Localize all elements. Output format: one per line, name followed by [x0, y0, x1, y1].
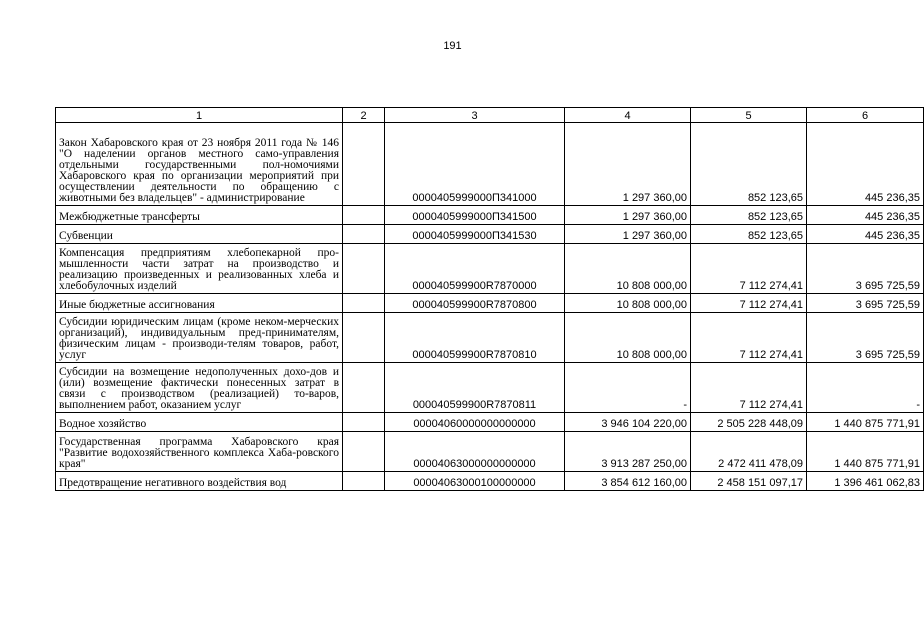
row-col6: 445 236,35: [807, 206, 924, 225]
row-col5: 2 458 151 097,17: [691, 472, 807, 491]
row-col2: [343, 472, 385, 491]
row-col2: [343, 313, 385, 363]
row-col6: -: [807, 363, 924, 413]
row-code: 0000405999000П341530: [385, 225, 565, 244]
row-col4: 3 946 104 220,00: [565, 413, 691, 432]
table-row: [56, 244, 924, 294]
row-col4: -: [565, 363, 691, 413]
row-col6: 1 396 461 062,83: [807, 472, 924, 491]
table-row: [56, 123, 924, 206]
row-code: 0000405999000П341500: [385, 206, 565, 225]
table-row: [56, 472, 924, 491]
row-col6: 445 236,35: [807, 225, 924, 244]
column-header-2: 2: [343, 108, 385, 123]
row-col4: 1 297 360,00: [565, 123, 691, 206]
row-name: Государственная программа Хабаровского края "Развитие водохозяйственного комплекса Хаба-ровского края": [56, 432, 343, 472]
column-header-6: 6: [807, 108, 924, 123]
row-col4: 10 808 000,00: [565, 313, 691, 363]
table-row: [56, 413, 924, 432]
table-row: [56, 206, 924, 225]
row-col5: 852 123,65: [691, 123, 807, 206]
row-col5: 2 505 228 448,09: [691, 413, 807, 432]
row-col4: 3 854 612 160,00: [565, 472, 691, 491]
row-code: 00004063000000000000: [385, 432, 565, 472]
row-col4: 1 297 360,00: [565, 206, 691, 225]
table-row: [56, 363, 924, 413]
row-name: Водное хозяйство: [56, 413, 343, 432]
table-row: [56, 294, 924, 313]
column-header-3: 3: [385, 108, 565, 123]
row-col4: 10 808 000,00: [565, 244, 691, 294]
row-col6: 1 440 875 771,91: [807, 413, 924, 432]
row-col5: 7 112 274,41: [691, 244, 807, 294]
row-col5: 2 472 411 478,09: [691, 432, 807, 472]
row-col2: [343, 432, 385, 472]
row-col2: [343, 225, 385, 244]
row-col2: [343, 294, 385, 313]
row-col6: 3 695 725,59: [807, 313, 924, 363]
row-name: Субвенции: [56, 225, 343, 244]
row-col4: 3 913 287 250,00: [565, 432, 691, 472]
budget-table: [55, 107, 924, 491]
row-name: Межбюджетные трансферты: [56, 206, 343, 225]
row-name: Закон Хабаровского края от 23 ноября 2011 года № 146 "О наделении органов местного само-управления отдельными государственными пол-номочиями Хабаровского края по организации мероприятий при осуществлении деятельности по обращению с животными без владельцев" - администрирование: [56, 123, 343, 206]
row-col6: 3 695 725,59: [807, 244, 924, 294]
page-number: 191: [443, 40, 462, 52]
row-col5: 852 123,65: [691, 225, 807, 244]
table-header-row: [56, 108, 924, 123]
row-col6: 3 695 725,59: [807, 294, 924, 313]
row-name: Иные бюджетные ассигнования: [56, 294, 343, 313]
row-code: 0000405999000П341000: [385, 123, 565, 206]
row-code: 000040599900R7870800: [385, 294, 565, 313]
row-col4: 1 297 360,00: [565, 225, 691, 244]
row-col4: 10 808 000,00: [565, 294, 691, 313]
row-col2: [343, 363, 385, 413]
table-row: [56, 225, 924, 244]
row-col6: 445 236,35: [807, 123, 924, 206]
row-col5: 852 123,65: [691, 206, 807, 225]
row-col2: [343, 206, 385, 225]
row-name: Предотвращение негативного воздействия вод: [56, 472, 343, 491]
row-name: Компенсация предприятиям хлебопекарной про-мышленности части затрат на производство и реализацию произведенных и реализованных хлеба и хлебобулочных изделий: [56, 244, 343, 294]
row-code: 00004060000000000000: [385, 413, 565, 432]
table-row: [56, 313, 924, 363]
column-header-4: 4: [565, 108, 691, 123]
row-name: Субсидии на возмещение недополученных дохо-дов и (или) возмещение фактически понесенных затрат в связи с производством (реализацией) то-варов, выполнением работ, оказанием услуг: [56, 363, 343, 413]
row-col2: [343, 123, 385, 206]
row-col5: 7 112 274,41: [691, 294, 807, 313]
table-row: [56, 432, 924, 472]
row-col6: 1 440 875 771,91: [807, 432, 924, 472]
row-col2: [343, 413, 385, 432]
row-code: 00004063000100000000: [385, 472, 565, 491]
row-code: 000040599900R7870000: [385, 244, 565, 294]
row-code: 000040599900R7870811: [385, 363, 565, 413]
row-col5: 7 112 274,41: [691, 363, 807, 413]
column-header-5: 5: [691, 108, 807, 123]
row-code: 000040599900R7870810: [385, 313, 565, 363]
column-header-1: 1: [56, 108, 343, 123]
row-name: Субсидии юридическим лицам (кроме неком-мерческих организаций), индивидуальным пред-принимателям, физическим лицам - производи-телям товаров, работ, услуг: [56, 313, 343, 363]
row-col2: [343, 244, 385, 294]
row-col5: 7 112 274,41: [691, 313, 807, 363]
